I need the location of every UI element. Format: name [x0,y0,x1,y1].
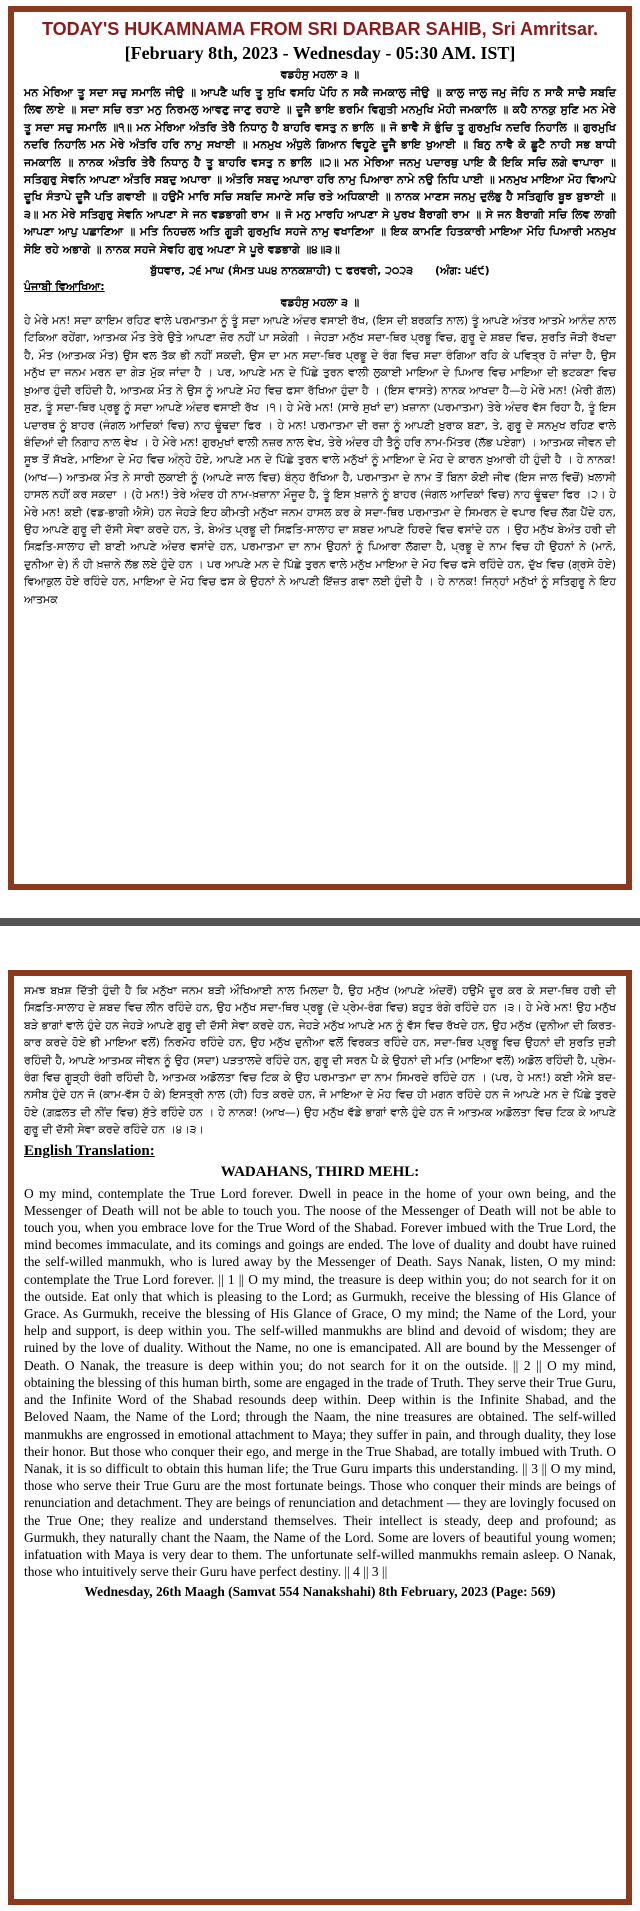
shabad-text: ਮਨ ਮੇਰਿਆ ਤੂ ਸਦਾ ਸਚੁ ਸਮਾਲਿ ਜੀਉ ॥ ਆਪਣੈ ਘਰਿ ਤੂ ਸੁਖਿ ਵਸਹਿ ਪੋਹਿ ਨ ਸਕੈ ਜਮਕਾਲੁ ਜੀਉ ॥ ਕਾਲੁ ਜਾਲੁ ਜਮੁ ਜੋਹਿ ਨ ਸਾਕੈ ਸਾਚੈ ਸਬਦਿ ਲਿਵ ਲਾਏ ॥ ਸਦਾ ਸਚਿ ਰਤਾ ਮਨੁ ਨਿਰਮਲੁ ਆਵਣੁ ਜਾਣੁ ਰਹਾਏ ॥ ਦੂਜੈ ਭਾਇ ਭਰਮਿ ਵਿਗੁਤੀ ਮਨਮੁਖਿ ਮੋਹੀ ਜਮਕਾਲਿ ॥ ਕਹੈ ਨਾਨਕੁ ਸੁਣਿ ਮਨ ਮੇਰੇ ਤੂ ਸਦਾ ਸਚੁ ਸਮਾਲਿ ॥੧॥ ਮਨ ਮੇਰਿਆ ਅੰਤਰਿ ਤੇਰੈ ਨਿਧਾਨੁ ਹੈ ਬਾਹਰਿ ਵਸਤੁ ਨ ਭਾਲਿ ॥ ਜੋ ਭਾਵੈ ਸੋ ਭੁੰਚਿ ਤੂ ਗੁਰਮੁਖਿ ਨਦਰਿ ਨਿਹਾਲਿ ॥ ਗੁਰਮੁਖਿ ਨਦਰਿ ਨਿਹਾਲਿ ਮਨ ਮੇਰੇ ਅੰਤਰਿ ਹਰਿ ਨਾਮੁ ਸਖਾਈ ॥ ਮਨਮੁਖ ਅੰਧੁਲੇ ਗਿਆਨ ਵਿਹੂਣੇ ਦੂਜੈ ਭਾਇ ਖੁਆਈ ॥ ਬਿਨੁ ਨਾਵੈ ਕੋ ਛੂਟੈ ਨਾਹੀ ਸਭ ਬਾਧੀ ਜਮਕਾਲਿ ॥ ਨਾਨਕ ਅੰਤਰਿ ਤੇਰੈ ਨਿਧਾਨੁ ਹੈ ਤੂ ਬਾਹਰਿ ਵਸਤੁ ਨ ਭਾਲਿ ॥੨॥ ਮਨ ਮੇਰਿਆ ਜਨਮੁ ਪਦਾਰਥੁ ਪਾਇ ਕੈ ਇਕਿ ਸਚਿ ਲਗੇ ਵਾਪਾਰਾ ॥ ਸਤਿਗੁਰੁ ਸੇਵਨਿ ਆਪਣਾ ਅੰਤਰਿ ਸਬਦੁ ਅਪਾਰਾ ॥ ਅੰਤਰਿ ਸਬਦੁ ਅਪਾਰਾ ਹਰਿ ਨਾਮੁ ਪਿਆਰਾ ਨਾਮੇ ਨਉ ਨਿਧਿ ਪਾਈ ॥ ਮਨਮੁਖ ਮਾਇਆ ਮੋਹ ਵਿਆਪੇ ਦੂਖਿ ਸੰਤਾਪੇ ਦੂਜੈ ਪਤਿ ਗਵਾਈ ॥ ਹਉਮੈ ਮਾਰਿ ਸਚਿ ਸਬਦਿ ਸਮਾਣੇ ਸਚਿ ਰਤੇ ਅਧਿਕਾਈ ॥ ਨਾਨਕ ਮਾਣਸ ਜਨਮੁ ਦੁਲੰਭੁ ਹੈ ਸਤਿਗੁਰਿ ਬੂਝ ਬੁਝਾਈ ॥੩॥ ਮਨ ਮੇਰੇ ਸਤਿਗੁਰੁ ਸੇਵਨਿ ਆਪਣਾ ਸੇ ਜਨ ਵਡਭਾਗੀ ਰਾਮ ॥ ਜੋ ਮਨੁ ਮਾਰਹਿ ਆਪਣਾ ਸੇ ਪੁਰਖ ਬੈਰਾਗੀ ਰਾਮ ॥ ਸੇ ਜਨ ਬੈਰਾਗੀ ਸਚਿ ਲਿਵ ਲਾਗੀ ਆਪਣਾ ਆਪੁ ਪਛਾਣਿਆ ॥ ਮਤਿ ਨਿਹਚਲ ਅਤਿ ਗੂੜੀ ਗੁਰਮੁਖਿ ਸਹਜੇ ਨਾਮੁ ਵਖਾਣਿਆ ॥ ਇਕ ਕਾਮਣਿ ਹਿਤਕਾਰੀ ਮਾਇਆ ਮੋਹਿ ਪਿਆਰੀ ਮਨਮੁਖ ਸੋਇ ਰਹੇ ਅਭਾਗੇ ॥ ਨਾਨਕ ਸਹਜੇ ਸੇਵਹਿ ਗੁਰੁ ਅਪਣਾ ਸੇ ਪੂਰੇ ਵਡਭਾਗੇ ॥੪॥੩॥ [24,86,616,256]
hukamnama-card-top [8,6,632,890]
hukamnama-card-bottom [8,970,632,1905]
punjabi-heading: ਵਡਹੰਸੁ ਮਹਲਾ ੩ ॥ [280,296,360,310]
english-heading: WADAHANS, THIRD MEHL: [220,1163,420,1180]
raag-heading: ਵਡਹੰਸੁ ਮਹਲਾ ੩ ॥ [280,68,360,81]
date-line: [February 8th, 2023 - Wednesday - 05:30 AM. IST] [124,43,516,63]
page-title: TODAY'S HUKAMNAMA FROM SRI DARBAR SAHIB, Sri Amritsar. [41,19,598,39]
section-divider [0,918,640,926]
punjabi-explanation-part2: ਸਮਝ ਬਖ਼ਸ਼ ਦਿੱਤੀ ਹੁੰਦੀ ਹੈ ਕਿ ਮਨੁੱਖਾ ਜਨਮ ਬੜੀ ਔਖਿਆਈ ਨਾਲ ਮਿਲਦਾ ਹੈ, ਉਹ ਮਨੁੱਖ (ਆਪਣੇ ਅੰਦਰੋਂ) ਹਉਮੈ ਦੂਰ ਕਰ ਕੇ ਸਦਾ-ਥਿਰ ਹਰੀ ਦੀ ਸਿਫ਼ਤਿ-ਸਾਲਾਹ ਦੇ ਸ਼ਬਦ ਵਿਚ ਲੀਨ ਰਹਿੰਦੇ ਹਨ, ਉਹ ਮਨੁੱਖ ਸਦਾ-ਥਿਰ ਪ੍ਰਭੂ (ਦੇ ਪ੍ਰੇਮ-ਰੰਗ ਵਿਚ) ਬਹੁਤ ਰੰਗੇ ਰਹਿੰਦੇ ਹਨ ।੩। ਹੇ ਮੇਰੇ ਮਨ! ਉਹ ਮਨੁੱਖ ਬੜੇ ਭਾਗਾਂ ਵਾਲੇ ਹੁੰਦੇ ਹਨ ਜੇਹੜੇ ਆਪਣੇ ਗੁਰੂ ਦੀ ਦੱਸੀ ਸੇਵਾ ਕਰਦੇ ਹਨ, ਜੇਹੜੇ ਮਨੁੱਖ ਆਪਣੇ ਮਨ ਨੂੰ ਵੱਸ ਵਿਚ ਰੱਖਦੇ ਹਨ, ਉਹ ਮਨੁੱਖ (ਦੁਨੀਆ ਦੀ ਕਿਰਤ-ਕਾਰ ਕਰਦੇ ਹੋਏ ਭੀ ਮਾਇਆ ਵਲੋਂ) ਨਿਰਮੋਹ ਰਹਿੰਦੇ ਹਨ, ਉਹ ਮਨੁੱਖ ਦੁਨੀਆ ਵਲੋਂ ਵਿਰਕਤ ਰਹਿੰਦੇ ਹਨ, ਸਦਾ-ਥਿਰ ਪ੍ਰਭੂ ਵਿਚ ਉਹਨਾਂ ਦੀ ਸੁਰਤਿ ਜੁੜੀ ਰਹਿੰਦੀ ਹੈ, ਆਪਣੇ ਆਤਮਕ ਜੀਵਨ ਨੂੰ ਉਹ (ਸਦਾ) ਪੜਤਾਲਦੇ ਰਹਿੰਦੇ ਹਨ, ਗੁਰੂ ਦੀ ਸਰਨ ਪੈ ਕੇ ਉਹਨਾਂ ਦੀ ਮਤਿ (ਮਾਇਆ ਵਲੋਂ) ਅਡੋਲ ਰਹਿੰਦੀ ਹੈ, ਪ੍ਰੇਮ-ਰੰਗ ਵਿਚ ਗੂੜ੍ਹੀ ਰੰਗੀ ਰਹਿੰਦੀ ਹੈ, ਆਤਮਕ ਅਡੋਲਤਾ ਵਿਚ ਟਿਕ ਕੇ ਉਹ ਪਰਮਾਤਮਾ ਦਾ ਨਾਮ ਸਿਮਰਦੇ ਰਹਿੰਦੇ ਹਨ । (ਪਰ, ਹੇ ਮਨ!) ਕਈ ਐਸੇ ਬਦ-ਨਸੀਬ ਹੁੰਦੇ ਹਨ ਜੋ (ਕਾਮ-ਵੱਸ ਹੋ ਕੇ) ਇਸਤ੍ਰੀ ਨਾਲ (ਹੀ) ਹਿਤ ਕਰਦੇ ਹਨ, ਜੋ ਮਾਇਆ ਦੇ ਮੋਹ ਵਿਚ ਹੀ ਮਗਨ ਰਹਿੰਦੇ ਹਨ ਜੋ ਆਪਣੇ ਮਨ ਦੇ ਪਿੱਛੇ ਤੁਰਦੇ ਹੋਏ (ਗ਼ਫ਼ਲਤ ਦੀ ਨੀਂਦ ਵਿਚ) ਸੁੱਤੇ ਰਹਿੰਦੇ ਹਨ । ਹੇ ਨਾਨਕ! (ਆਖ—) ਉਹ ਮਨੁੱਖ ਵੱਡੇ ਭਾਗਾਂ ਵਾਲੇ ਹੁੰਦੇ ਹਨ ਜੋ ਆਤਮਕ ਅਡੋਲਤਾ ਵਿਚ ਟਿਕ ਕੇ ਆਪਣੇ ਗੁਰੂ ਦੀ ਦੱਸੀ ਸੇਵਾ ਕਰਦੇ ਰਹਿੰਦੇ ਹਨ ।੪।੩। [24,984,616,1137]
punjabi-explanation-part1: ਹੇ ਮੇਰੇ ਮਨ! ਸਦਾ ਕਾਇਮ ਰਹਿਣ ਵਾਲੇ ਪਰਮਾਤਮਾ ਨੂੰ ਤੂੰ ਸਦਾ ਆਪਣੇ ਅੰਦਰ ਵਸਾਈ ਰੱਖ, (ਇਸ ਦੀ ਬਰਕਤਿ ਨਾਲ) ਤੂੰ ਆਪਣੇ ਅੰਤਰ ਆਤਮੇ ਆਨੰਦ ਨਾਲ ਟਿਕਿਆ ਰਹੇਂਗਾ, ਆਤਮਕ ਮੌਤ ਤੇਰੇ ਉਤੇ ਆਪਣਾ ਜ਼ੋਰ ਨਹੀਂ ਪਾ ਸਕੇਗੀ । ਜੇਹੜਾ ਮਨੁੱਖ ਸਦਾ-ਥਿਰ ਪ੍ਰਭੂ ਵਿਚ, ਗੁਰੂ ਦੇ ਸ਼ਬਦ ਵਿਚ, ਸੁਰਤਿ ਜੋੜੀ ਰੱਖਦਾ ਹੈ, ਮੌਤ (ਆਤਮਕ ਮੌਤ) ਉਸ ਵਲ ਤੱਕ ਭੀ ਨਹੀਂ ਸਕਦੀ, ਉਸ ਦਾ ਮਨ ਸਦਾ-ਥਿਰ ਪ੍ਰਭੂ ਦੇ ਰੰਗ ਵਿਚ ਸਦਾ ਰੰਗਿਆ ਰਹਿ ਕੇ ਪਵਿਤ੍ਰ ਹੋ ਜਾਂਦਾ ਹੈ, ਉਸ ਮਨੁੱਖ ਦਾ ਜਨਮ ਮਰਨ ਦਾ ਗੇੜ ਮੁੱਕ ਜਾਂਦਾ ਹੈ । ਪਰ, ਆਪਣੇ ਮਨ ਦੇ ਪਿੱਛੇ ਤੁਰਨ ਵਾਲੀ ਲੁਕਾਈ ਮਾਇਆ ਦੇ ਪਿਆਰ ਵਿਚ ਮਾਇਆ ਦੀ ਭਟਕਣਾ ਵਿਚ ਖ਼ੁਆਰ ਹੁੰਦੀ ਰਹਿੰਦੀ ਹੈ, ਆਤਮਕ ਮੌਤ ਨੇ ਉਸ ਨੂੰ ਆਪਣੇ ਮੋਹ ਵਿਚ ਫਸਾ ਰੱਖਿਆ ਹੁੰਦਾ ਹੈ । (ਇਸ ਵਾਸਤੇ) ਨਾਨਕ ਆਖਦਾ ਹੈ—ਹੇ ਮੇਰੇ ਮਨ! (ਮੇਰੀ ਗੱਲ) ਸੁਣ, ਤੂੰ ਸਦਾ-ਥਿਰ ਪ੍ਰਭੂ ਨੂੰ ਸਦਾ ਆਪਣੇ ਅੰਦਰ ਵਸਾਈ ਰੱਖ ।੧। ਹੇ ਮੇਰੇ ਮਨ! (ਸਾਰੇ ਸੁਖਾਂ ਦਾ) ਖ਼ਜ਼ਾਨਾ (ਪਰਮਾਤਮਾ) ਤੇਰੇ ਅੰਦਰ ਵੱਸ ਰਿਹਾ ਹੈ, ਤੂੰ ਇਸ ਪਦਾਰਥ ਨੂੰ ਬਾਹਰ (ਜੰਗਲ ਆਦਿਕਾਂ ਵਿਚ) ਨਾਹ ਢੂੰਢਦਾ ਫਿਰ । ਹੇ ਮਨ! ਪਰਮਾਤਮਾ ਦੀ ਰਜ਼ਾ ਨੂੰ ਆਪਣੀ ਖ਼ੁਰਾਕ ਬਣਾ, ਤੇ, ਗੁਰੂ ਦੇ ਸਨਮੁਖ ਰਹਿਣ ਵਾਲੇ ਬੰਦਿਆਂ ਦੀ ਨਿਗਾਹ ਨਾਲ ਵੇਖ । ਹੇ ਮੇਰੇ ਮਨ! ਗੁਰਮੁਖਾਂ ਵਾਲੀ ਨਜ਼ਰ ਨਾਲ ਵੇਖ, ਤੇਰੇ ਅੰਦਰ ਹੀ ਤੈਨੂੰ ਹਰਿ ਨਾਮ-ਮਿੱਤਰ (ਲੱਭ ਪਏਗਾ) । ਆਤਮਕ ਜੀਵਨ ਦੀ ਸੂਝ ਤੋਂ ਸੱਖਣੇ, ਮਾਇਆ ਦੇ ਮੋਹ ਵਿਚ ਅੰਨ੍ਹੇ ਹੋਏ, ਆਪਣੇ ਮਨ ਦੇ ਪਿੱਛੇ ਤੁਰਨ ਵਾਲੇ ਮਨੁੱਖਾਂ ਨੂੰ ਮਾਇਆ ਦੇ ਮੋਹ ਦੇ ਕਾਰਨ ਖ਼ੁਆਰੀ ਹੀ ਹੁੰਦੀ ਹੈ । ਹੇ ਨਾਨਕ! (ਆਖ—) ਆਤਮਕ ਮੌਤ ਨੇ ਸਾਰੀ ਲੁਕਾਈ ਨੂੰ (ਆਪਣੇ ਜਾਲ ਵਿਚ) ਬੰਨ੍ਹ ਰੱਖਿਆ ਹੈ, ਪਰਮਾਤਮਾ ਦੇ ਨਾਮ ਤੋਂ ਬਿਨਾ ਕੋਈ ਜੀਵ (ਇਸ ਜਾਲ ਵਿਚੋਂ) ਖ਼ਲਾਸੀ ਹਾਸਲ ਨਹੀਂ ਕਰ ਸਕਦਾ । (ਹੇ ਮਨ!) ਤੇਰੇ ਅੰਦਰ ਹੀ ਨਾਮ-ਖ਼ਜ਼ਾਨਾ ਮੌਜੂਦ ਹੈ, ਤੂੰ ਇਸ ਖ਼ਜ਼ਾਨੇ ਨੂੰ ਬਾਹਰ (ਜੰਗਲ ਆਦਿਕਾਂ ਵਿਚ) ਨਾਹ ਢੂੰਢਦਾ ਫਿਰ ।੨। ਹੇ ਮੇਰੇ ਮਨ! ਕਈ (ਵਡ-ਭਾਗੀ ਐਸੇ) ਹਨ ਜੇਹੜੇ ਇਹ ਕੀਮਤੀ ਮਨੁੱਖਾ ਜਨਮ ਹਾਸਲ ਕਰ ਕੇ ਸਦਾ-ਥਿਰ ਪਰਮਾਤਮਾ ਦੇ ਸਿਮਰਨ ਦੇ ਵਪਾਰ ਵਿਚ ਲੱਗ ਪੈਂਦੇ ਹਨ, ਉਹ ਆਪਣੇ ਗੁਰੂ ਦੀ ਦੱਸੀ ਸੇਵਾ ਕਰਦੇ ਹਨ, ਤੇ, ਬੇਅੰਤ ਪ੍ਰਭੂ ਦੀ ਸਿਫ਼ਤਿ-ਸਾਲਾਹ ਦਾ ਸ਼ਬਦ ਆਪਣੇ ਹਿਰਦੇ ਵਿਚ ਵਸਾਂਦੇ ਹਨ । ਉਹ ਮਨੁੱਖ ਬੇਅੰਤ ਹਰੀ ਦੀ ਸਿਫ਼ਤਿ-ਸਾਲਾਹ ਦੀ ਬਾਣੀ ਆਪਣੇ ਅੰਦਰ ਵਸਾਂਦੇ ਹਨ, ਪਰਮਾਤਮਾ ਦਾ ਨਾਮ ਉਹਨਾਂ ਨੂੰ ਪਿਆਰਾ ਲੱਗਦਾ ਹੈ, ਪ੍ਰਭੂ ਦੇ ਨਾਮ ਵਿਚ ਹੀ ਉਹਨਾਂ ਨੇ (ਮਾਨੋ, ਦੁਨੀਆ ਦੇ) ਨੌ ਹੀ ਖ਼ਜ਼ਾਨੇ ਲੱਭ ਲਏ ਹੁੰਦੇ ਹਨ । ਪਰ ਆਪਣੇ ਮਨ ਦੇ ਪਿੱਛੇ ਤੁਰਨ ਵਾਲੇ ਮਨੁੱਖ ਮਾਇਆ ਦੇ ਮੋਹ ਵਿਚ ਫਸੇ ਰਹਿੰਦੇ ਹਨ, ਦੁੱਖ ਵਿਚ (ਗ੍ਰਸੇ ਹੋਏ) ਵਿਆਕੁਲ ਹੋਏ ਰਹਿੰਦੇ ਹਨ, ਮਾਇਆ ਦੇ ਮੋਹ ਵਿਚ ਫਸ ਕੇ ਉਹਨਾਂ ਨੇ ਆਪਣੀ ਇੱਜ਼ਤ ਗਵਾ ਲਈ ਹੁੰਦੀ ਹੈ । ਹੇ ਨਾਨਕ! ਜਿਨ੍ਹਾਂ ਮਨੁੱਖਾਂ ਨੂੰ ਸਤਿਗੁਰੂ ਨੇ ਇਹ ਆਤਮਕ [24,314,616,606]
english-translation: O my mind, contemplate the True Lord forever. Dwell in peace in the home of your own being, and the Messenger of Death will not be able to touch you. The noose of the Messenger of Death will not be able to touch you, when you embrace love for the True Word of the Shabad. Forever imbued with the True Lord, the mind becomes immaculate, and its comings and goings are ended. The love of duality and doubt have ruined the self-willed manmukh, who is lured away by the Messenger of Death. Says Nanak, listen, O my mind: contemplate the True Lord forever. || 1 || O my mind, the treasure is deep within you; do not search for it on the outside. Eat only that which is pleasing to the Lord; as Gurmukh, receive the blessing of His Glance of Grace. As Gurmukh, receive the blessing of His Glance of Grace, O my mind; the Name of the Lord, your help and support, is deep within you. The self-willed manmukhs are blind and devoid of wisdom; they are ruined by the love of duality. Without the Name, no one is emancipated. All are bound by the Messenger of Death. O Nanak, the treasure is deep within you; do not search for it on the outside. || 2 || O my mind, obtaining the blessing of this human birth, some are engaged in the trade of Truth. They serve their True Guru, and the Infinite Word of the Shabad resounds deep within. Deep within is the Infinite Shabad, and the Beloved Naam, the Name of the Lord; through the Naam, the nine treasures are obtained. The self-willed manmukhs are engrossed in emotional attachment to Maya; they suffer in pain, and through duality, they lose their honor. But those who conquer their ego, and merge in the True Shabad, are totally imbued with Truth. O Nanak, it is so difficult to obtain this human life; the True Guru imparts this understanding. || 3 || O my mind, those who serve their True Guru are the most fortunate beings. Those who conquer their minds are beings of renunciation and detachment. They are beings of renunciation and detachment — they are lovingly focused on the True One; they realize and understand themselves. Their intellect is steady, deep and profound; as Gurmukh, they naturally chant the Naam, the Name of the Lord. Some are lovers of beautiful young women; infatuation with Maya is very dear to them. The unfortunate self-willed manmukhs remain asleep. O Nanak, those who intuitively serve their Guru have perfect destiny. || 4 || 3 || [24,1185,616,1580]
ang-number: (ਅੰਗ: ੫੬੯) [434,264,490,278]
nanakshahi-date: ਬੁੱਧਵਾਰ, ੨੬ ਮਾਘ (ਸੰਮਤ ੫੫੪ ਨਾਨਕਸ਼ਾਹੀ) ੮ ਫਰਵਰੀ, ੨੦੨੩ [150,264,414,278]
nanakshahi-date-line [24,264,616,278]
punjabi-label: ਪੰਜਾਬੀ ਵਿਆਖਿਆ: [24,280,105,294]
english-label: English Translation: [24,1142,155,1159]
footer-date: Wednesday, 26th Maagh (Samvat 554 Nanakshahi) 8th February, 2023 (Page: 569) [84,1584,556,1600]
